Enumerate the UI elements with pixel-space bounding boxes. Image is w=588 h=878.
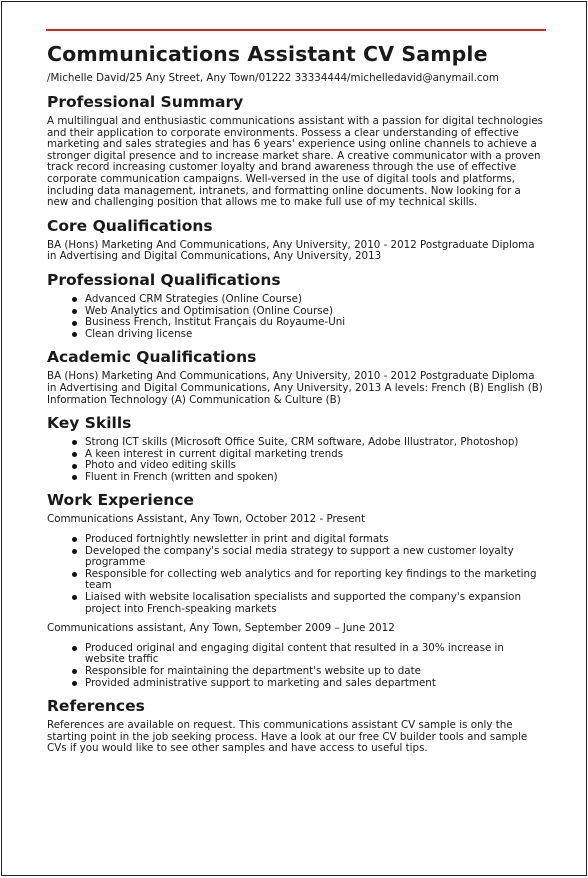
academic-text: BA (Hons) Marketing And Communications, Any University, 2010 - 2012 Postgraduate Diploma in Advertising and Digital Communications, Any University, 2013 A levels: French (B) English (B) Information Technology (A) Communication & Culture (B) (47, 370, 543, 406)
list-item: Business French, Institut Français du Royaume-Uni (85, 317, 543, 329)
core-heading: Core Qualifications (47, 216, 213, 235)
job-title: Communications Assistant, Any Town, October 2012 - Present (47, 513, 366, 526)
list-item: Developed the company's social media strategy to support a new customer loyalty programme (85, 546, 543, 569)
cv-content (47, 40, 543, 755)
skills-list (47, 437, 543, 483)
job-title: Communications assistant, Any Town, September 2009 – June 2012 (47, 622, 395, 635)
core-text: BA (Hons) Marketing And Communications, Any University, 2010 - 2012 Postgraduate Diploma in Advertising and Digital Communications, Any University, 2013 (47, 238, 535, 263)
academic-heading: Academic Qualifications (47, 348, 257, 367)
summary-text: A multilingual and enthusiastic communications assistant with a passion for digital technologies and their application to corporate environments. Possess a clear understanding of effective marketing and sales strategies and has 6 years' experience using online channels to achieve a stronger digital presence and to increase market share. A creative communicator with a proven track record increasing customer loyalty and brand awareness through the use of effective corporate communication campaigns. Well-versed in the use of digital tools and platforms, including data management, intranets, and formatting online documents. Now looking for a new and challenging position that allows me to make full use of my technical skills. (47, 115, 544, 209)
job-duties-list (47, 643, 543, 689)
list-item: Fluent in French (written and spoken) (85, 472, 543, 484)
cv-page (1, 1, 587, 876)
job-duties-list (47, 534, 543, 615)
references-text: References are available on request. This communications assistant CV sample is only the starting point in the job seeking process. Have a look at our free CV builder tools and sample CVs if you would like to see other samples and have access to useful tips. (47, 719, 528, 755)
list-item: A keen interest in current digital marketing trends (85, 449, 543, 461)
list-item: Photo and video editing skills (85, 460, 543, 472)
top-accent-rule (46, 29, 546, 31)
cv-title: Communications Assistant CV Sample (47, 42, 488, 66)
list-item: Liaised with website localisation specialists and supported the company's expansion project into French-speaking markets (85, 592, 543, 615)
professional-list (47, 294, 543, 340)
list-item: Provided administrative support to marketing and sales department (85, 678, 543, 690)
skills-heading: Key Skills (47, 414, 132, 433)
list-item: Strong ICT skills (Microsoft Office Suite, CRM software, Adobe Illustrator, Photoshop) (85, 437, 543, 449)
list-item: Clean driving license (85, 329, 543, 341)
list-item: Responsible for maintaining the department's website up to date (85, 666, 543, 678)
summary-heading: Professional Summary (47, 93, 244, 111)
list-item: Web Analytics and Optimisation (Online Course) (85, 306, 543, 318)
list-item: Responsible for collecting web analytics and for reporting key findings to the marketing team (85, 569, 543, 592)
list-item: Produced fortnightly newsletter in print and digital formats (85, 534, 543, 546)
professional-heading: Professional Qualifications (47, 270, 281, 289)
references-heading: References (47, 697, 145, 716)
list-item: Advanced CRM Strategies (Online Course) (85, 294, 543, 306)
work-heading: Work Experience (47, 491, 194, 510)
contact-line: /Michelle David/25 Any Street, Any Town/01222 33334444/michelledavid@anymail.com (47, 72, 499, 84)
list-item: Produced original and engaging digital content that resulted in a 30% increase in website traffic (85, 643, 543, 666)
